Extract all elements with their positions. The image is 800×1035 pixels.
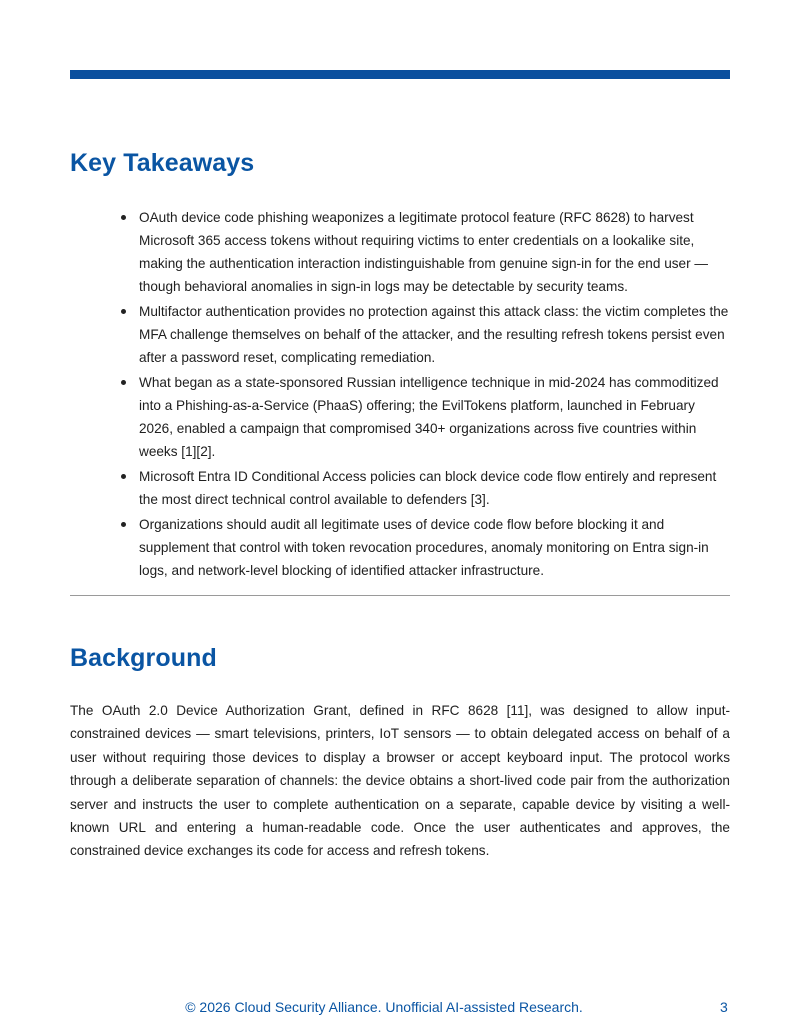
takeaway-item bbox=[118, 465, 732, 511]
takeaway-text: Multifactor authentication provides no protection against this attack class: the victim completes the MFA challenge themselves on behalf of the attacker, and the resulting refresh tokens persist even after a password reset, complicating remediation. bbox=[139, 304, 729, 365]
page-footer bbox=[0, 999, 800, 1019]
section-divider bbox=[70, 595, 730, 596]
bullet-icon bbox=[121, 380, 126, 385]
bullet-icon bbox=[121, 215, 126, 220]
background-heading: Background bbox=[70, 644, 217, 672]
takeaway-text: OAuth device code phishing weaponizes a legitimate protocol feature (RFC 8628) to harvest Microsoft 365 access tokens without requiring victims to enter credentials on a lookalike site, making the authentication interaction indistinguishable from genuine sign-in for the end user — though behavioral anomalies in sign-in logs may be detectable by security teams. bbox=[139, 210, 709, 294]
takeaway-item bbox=[118, 371, 732, 463]
key-takeaways-list bbox=[118, 206, 732, 584]
header-accent-bar bbox=[70, 70, 730, 79]
takeaway-text: What began as a state-sponsored Russian intelligence technique in mid-2024 has commoditized into a Phishing-as-a-Service (PhaaS) offering; the EvilTokens platform, launched in February 2026, enabled a campaign that compromised 340+ organizations across five countries within weeks [1][2]. bbox=[139, 375, 719, 459]
bullet-icon bbox=[121, 522, 126, 527]
bullet-icon bbox=[121, 309, 126, 314]
footer-copyright: © 2026 Cloud Security Alliance. Unofficial AI-assisted Research. bbox=[185, 999, 583, 1015]
background-paragraph: The OAuth 2.0 Device Authorization Grant, defined in RFC 8628 [11], was designed to allow input-constrained devices — smart televisions, printers, IoT sensors — to obtain delegated access on behalf of a user without requiring those devices to display a browser or accept keyboard input. The protocol works through a deliberate separation of channels: the device obtains a short-lived code pair from the authorization server and instructs the user to complete authentication on a separate, capable device by visiting a well-known URL and entering a human-readable code. Once the user authenticates and approves, the constrained device exchanges its code for access and refresh tokens. bbox=[70, 703, 730, 859]
takeaway-text: Organizations should audit all legitimate uses of device code flow before blocking it and supplement that control with token revocation procedures, anomaly monitoring on Entra sign-in logs, and network-level blocking of identified attacker infrastructure. bbox=[139, 517, 709, 578]
takeaway-text: Microsoft Entra ID Conditional Access policies can block device code flow entirely and represent the most direct technical control available to defenders [3]. bbox=[139, 469, 717, 507]
key-takeaways-heading: Key Takeaways bbox=[70, 149, 255, 177]
bullet-icon bbox=[121, 474, 126, 479]
page-number: 3 bbox=[720, 999, 728, 1015]
takeaway-item bbox=[118, 300, 732, 369]
takeaway-item bbox=[118, 206, 732, 298]
takeaway-item bbox=[118, 513, 732, 582]
